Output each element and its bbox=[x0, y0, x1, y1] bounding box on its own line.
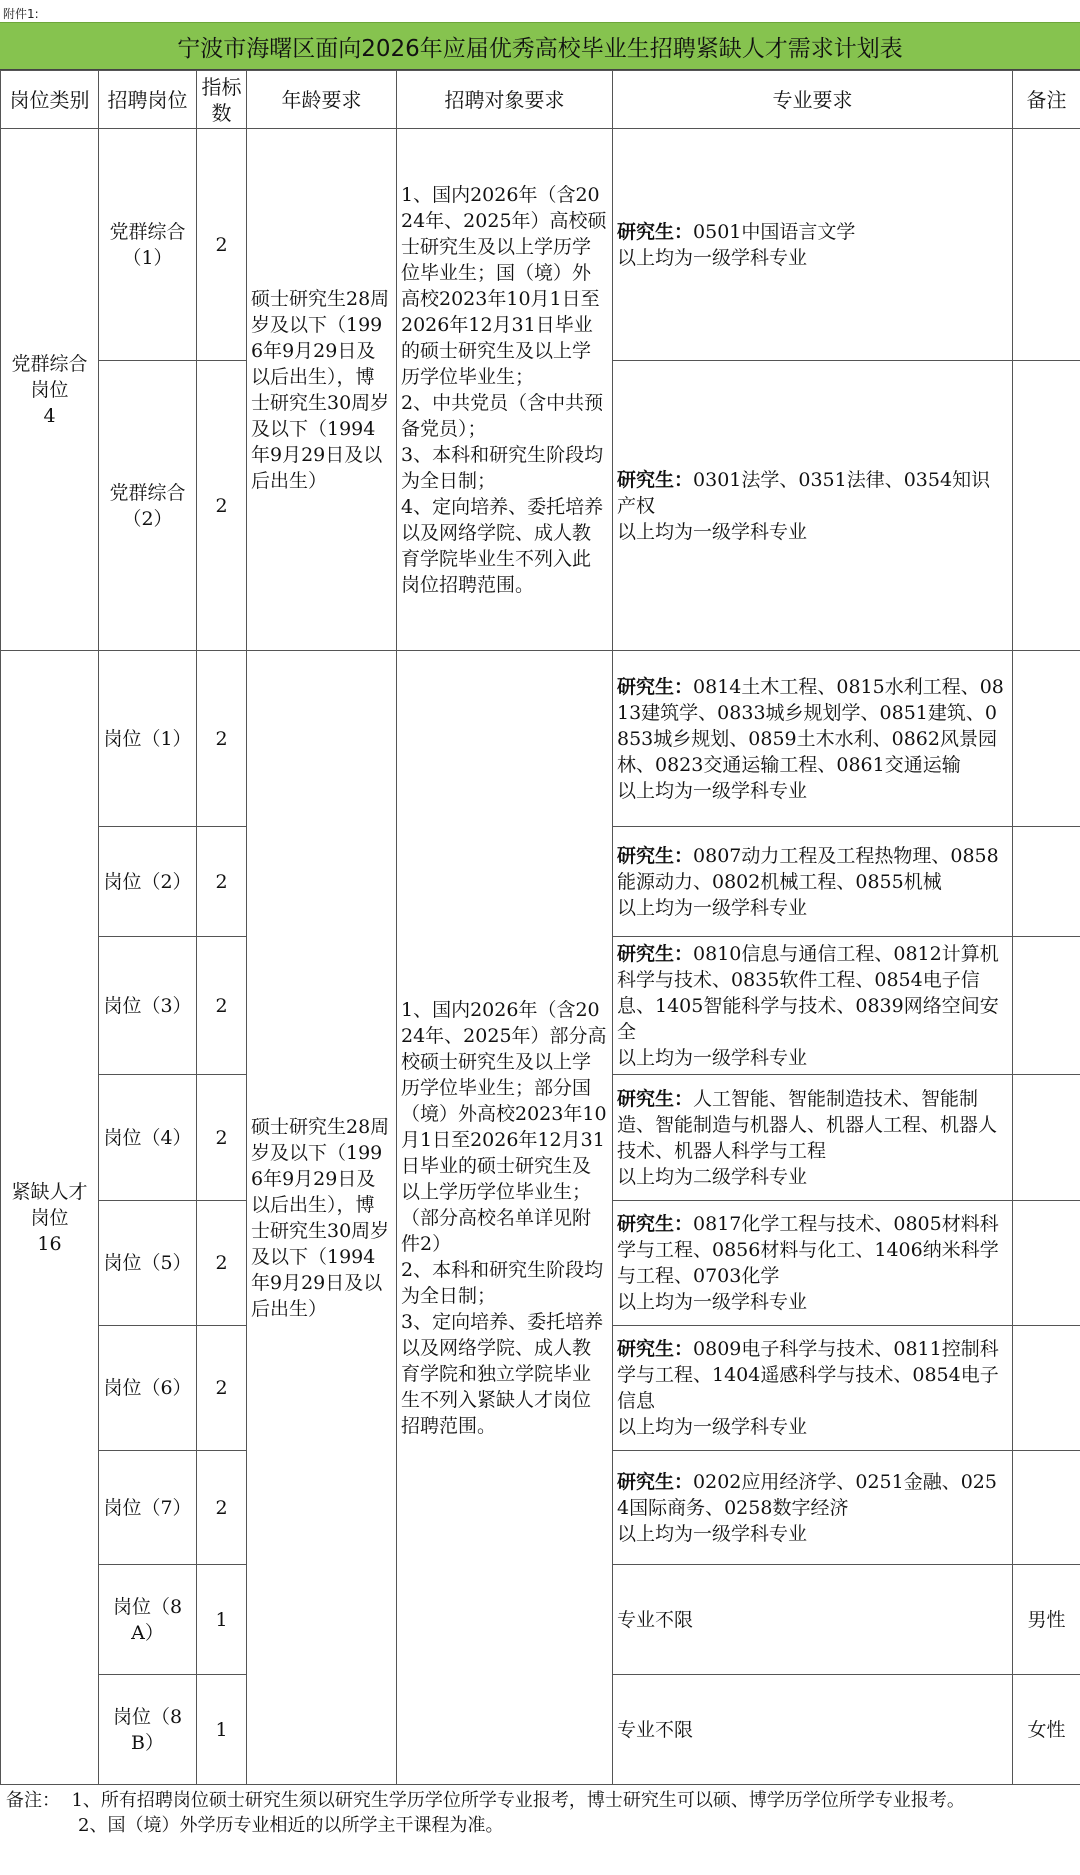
major-note: 以上均为一级学科专业 bbox=[617, 1291, 808, 1313]
header-post: 招聘岗位 bbox=[99, 71, 197, 129]
post-cell: 岗位（2） bbox=[99, 827, 197, 937]
major-cell bbox=[613, 1075, 1013, 1201]
major-text: 0817化学工程与技术、0805材料科学与工程、0856材料与化工、1406纳米科学与工程、0703化学 bbox=[617, 1213, 999, 1287]
post-cell: 岗位（6） bbox=[99, 1326, 197, 1451]
remark-cell bbox=[1013, 1451, 1080, 1565]
major-prefix: 研究生： bbox=[617, 220, 694, 243]
post-cell: 岗位（8B） bbox=[99, 1675, 197, 1785]
remark-cell bbox=[1013, 1201, 1080, 1326]
post-cell: 岗位（1） bbox=[99, 651, 197, 827]
post-cell: 党群综合（1） bbox=[99, 129, 197, 361]
major-text: 0501中国语言文学 bbox=[693, 220, 856, 243]
major-note: 以上均为一级学科专业 bbox=[617, 1046, 808, 1069]
count-cell: 2 bbox=[197, 651, 247, 827]
count-cell: 1 bbox=[197, 1565, 247, 1675]
header-remark: 备注 bbox=[1013, 71, 1080, 129]
remark-cell: 男性 bbox=[1013, 1565, 1080, 1675]
major-text: 0810信息与通信工程、0812计算机科学与技术、0835软件工程、0854电子信息、1405智能科学与技术、0839网络空间安全 bbox=[617, 942, 999, 1043]
target-cell: 1、国内2026年（含2024年、2025年）高校硕士研究生及以上学历学位毕业生；国（境）外高校2023年10月1日至2026年12月31日毕业的硕士研究生及以上学历学位毕业生； 2、中共党员（含中共预备党员）； 3、本科和研究生阶段均为全日制； 4、定向培养、委托培养以及网络学院、成人教育学院毕业生不列入此岗位招聘范围。 bbox=[397, 129, 613, 651]
age-cell: 硕士研究生28周岁及以下（1996年9月29日及以后出生），博士研究生30周岁及以下（1994年9月29日及以后出生） bbox=[247, 651, 397, 1785]
header-row bbox=[1, 71, 1080, 129]
major-prefix: 研究生： bbox=[617, 1470, 694, 1493]
header-category: 岗位类别 bbox=[1, 71, 99, 129]
count-cell: 2 bbox=[197, 1451, 247, 1565]
major-note: 以上均为一级学科专业 bbox=[617, 1522, 808, 1545]
major-prefix: 研究生： bbox=[617, 844, 694, 867]
major-prefix: 研究生： bbox=[617, 1213, 694, 1235]
post-cell: 岗位（8A） bbox=[99, 1565, 197, 1675]
major-note: 以上均为二级学科专业 bbox=[617, 1165, 808, 1188]
header-count: 指标数 bbox=[197, 71, 247, 129]
footnotes bbox=[6, 1788, 1074, 1838]
remark-cell bbox=[1013, 1326, 1080, 1451]
major-text: 人工智能、智能制造技术、智能制造、智能制造与机器人、机器人工程、机器人技术、机器人科学与工程 bbox=[617, 1087, 998, 1162]
attachment-label: 附件1: bbox=[3, 7, 39, 21]
count-cell: 2 bbox=[197, 129, 247, 361]
major-cell bbox=[613, 827, 1013, 937]
post-cell: 岗位（3） bbox=[99, 937, 197, 1075]
major-note: 以上均为一级学科专业 bbox=[617, 896, 808, 919]
remark-cell: 女性 bbox=[1013, 1675, 1080, 1785]
major-text: 0202应用经济学、0251金融、0254国际商务、0258数字经济 bbox=[617, 1470, 997, 1519]
major-cell bbox=[613, 129, 1013, 361]
major-cell bbox=[613, 1565, 1013, 1675]
table-row bbox=[1, 129, 1080, 361]
count-cell: 2 bbox=[197, 827, 247, 937]
major-note: 以上均为一级学科专业 bbox=[617, 520, 808, 543]
major-text: 0809电子科学与技术、0811控制科学与工程、1404遥感科学与技术、0854电子信息 bbox=[617, 1338, 999, 1412]
remark-cell bbox=[1013, 1075, 1080, 1201]
count-cell: 1 bbox=[197, 1675, 247, 1785]
major-cell bbox=[613, 1326, 1013, 1451]
post-cell: 党群综合（2） bbox=[99, 361, 197, 651]
target-cell: 1、国内2026年（含2024年、2025年）部分高校硕士研究生及以上学历学位毕业生；部分国（境）外高校2023年10月1日至2026年12月31日毕业的硕士研究生及以上学历学位毕业生；（部分高校名单详见附件2） 2、本科和研究生阶段均为全日制； 3、定向培养、委托培养以及网络学院、成人教育学院和独立学院毕业生不列入紧缺人才岗位招聘范围。 bbox=[397, 651, 613, 1785]
major-text: 专业不限 bbox=[617, 1718, 694, 1741]
count-cell: 2 bbox=[197, 1075, 247, 1201]
major-text: 0301法学、0351法律、0354知识产权 bbox=[617, 468, 991, 517]
remark-cell bbox=[1013, 361, 1080, 651]
count-cell: 2 bbox=[197, 361, 247, 651]
table-row bbox=[1, 651, 1080, 827]
major-prefix: 研究生： bbox=[617, 942, 694, 965]
post-cell: 岗位（7） bbox=[99, 1451, 197, 1565]
major-cell bbox=[613, 1451, 1013, 1565]
footnote-1 bbox=[6, 1788, 1074, 1813]
post-cell: 岗位（4） bbox=[99, 1075, 197, 1201]
footnote-1-text: 1、所有招聘岗位硕士研究生须以研究生学历学位所学专业报考，博士研究生可以硕、博学历学位所学专业报考。 bbox=[71, 1790, 965, 1811]
category-cell: 党群综合岗位 4 bbox=[1, 129, 99, 651]
count-cell: 2 bbox=[197, 1326, 247, 1451]
major-cell bbox=[613, 937, 1013, 1075]
header-target: 招聘对象要求 bbox=[397, 71, 613, 129]
major-cell bbox=[613, 651, 1013, 827]
major-prefix: 研究生： bbox=[617, 675, 694, 698]
recruitment-table bbox=[0, 70, 1080, 1785]
table-title: 宁波市海曙区面向2026年应届优秀高校毕业生招聘紧缺人才需求计划表 bbox=[0, 22, 1080, 70]
major-prefix: 研究生： bbox=[617, 468, 694, 491]
major-cell bbox=[613, 361, 1013, 651]
major-note: 以上均为一级学科专业 bbox=[617, 779, 808, 802]
major-note: 以上均为一级学科专业 bbox=[617, 1416, 808, 1438]
remark-cell bbox=[1013, 827, 1080, 937]
category-cell: 紧缺人才岗位 16 bbox=[1, 651, 99, 1785]
major-cell bbox=[613, 1675, 1013, 1785]
major-prefix: 研究生： bbox=[617, 1338, 694, 1360]
major-prefix: 研究生： bbox=[617, 1087, 694, 1110]
header-age: 年龄要求 bbox=[247, 71, 397, 129]
remark-cell bbox=[1013, 937, 1080, 1075]
count-cell: 2 bbox=[197, 1201, 247, 1326]
major-text: 0814土木工程、0815水利工程、0813建筑学、0833城乡规划学、0851建筑、0853城乡规划、0859土木水利、0862风景园林、0823交通运输工程、0861交通运输 bbox=[617, 675, 1004, 776]
major-cell bbox=[613, 1201, 1013, 1326]
post-cell: 岗位（5） bbox=[99, 1201, 197, 1326]
count-cell: 2 bbox=[197, 937, 247, 1075]
header-major: 专业要求 bbox=[613, 71, 1013, 129]
footnote-2: 2、国（境）外学历专业相近的以所学主干课程为准。 bbox=[78, 1815, 504, 1836]
remark-cell bbox=[1013, 129, 1080, 361]
major-text: 0807动力工程及工程热物理、0858能源动力、0802机械工程、0855机械 bbox=[617, 844, 999, 893]
major-note: 以上均为一级学科专业 bbox=[617, 246, 808, 269]
remark-cell bbox=[1013, 651, 1080, 827]
major-text: 专业不限 bbox=[617, 1608, 694, 1631]
age-cell: 硕士研究生28周岁及以下（1996年9月29日及以后出生），博士研究生30周岁及以下（1994年9月29日及以后出生） bbox=[247, 129, 397, 651]
footnote-label: 备注： bbox=[6, 1790, 60, 1811]
